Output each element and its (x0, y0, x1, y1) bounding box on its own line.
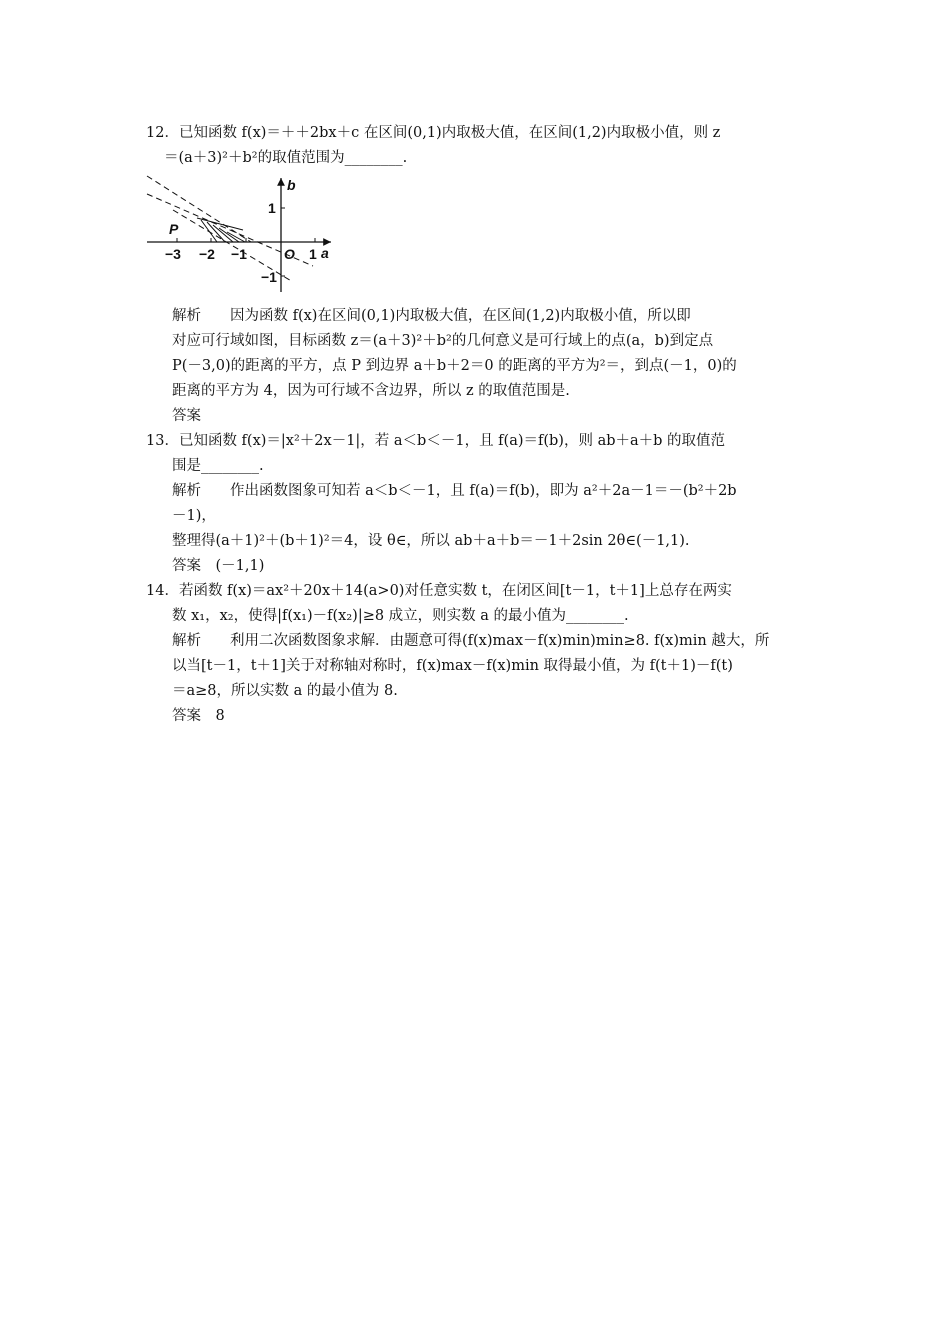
q12-stem-line1: 12．已知函数 f(x)＝＋＋2bx＋c 在区间(0,1)内取极大值，在区间(1,2)内取极小值，则 z (146, 125, 721, 141)
q14-stem-line2: 数 x₁，x₂，使得|f(x₁)－f(x₂)|≥8 成立，则实数 a 的最小值为________. (172, 608, 629, 624)
q14-solution-line1: 解析 利用二次函数图象求解．由题意可得(f(x)max－f(x)min)min≥8. f(x)min 越大，所 (172, 633, 770, 649)
tick-label-m2: −2 (199, 246, 215, 262)
q12-solution-line1: 解析 因为函数 f(x)在区间(0,1)内取极大值，在区间(1,2)内取极小值，所以即 (172, 308, 691, 324)
tick-label-m1y: −1 (261, 269, 277, 285)
tick-label-m1: −1 (231, 246, 247, 262)
tick-label-1y: 1 (268, 200, 276, 216)
q13-stem-line2: 围是________. (172, 458, 264, 474)
q14-stem-line1: 14．若函数 f(x)＝ax²＋20x＋14(a>0)对任意实数 t，在闭区间[t－1，t＋1]上总存在两实 (146, 583, 732, 599)
q12-solution-line3: P(－3,0)的距离的平方，点 P 到边界 a＋b＋2＝0 的距离的平方为²＝，到点(－1，0)的 (172, 358, 737, 374)
label-a: a (321, 245, 329, 261)
q13-solution-line1: 解析 作出函数图象可知若 a＜b＜－1，且 f(a)＝f(b)，即为 a²＋2a－1＝－(b²＋2b (172, 483, 737, 499)
feasible-region-figure (143, 172, 343, 294)
label-b: b (287, 177, 296, 193)
label-O: O (284, 246, 295, 262)
q14-solution-line2: 以当[t－1，t＋1]关于对称轴对称时，f(x)max－f(x)min 取得最小值，为 f(t＋1)－f(t) (172, 658, 733, 674)
label-P: P (169, 221, 179, 237)
q13-solution-line3: 整理得(a＋1)²＋(b＋1)²＝4，设 θ∈，所以 ab＋a＋b＝－1＋2sin 2θ∈(－1,1). (172, 533, 690, 549)
boundary-line-1 (147, 176, 251, 242)
q13-answer: 答案 (－1,1) (172, 558, 265, 574)
q14-solution-line3: ＝a≥8，所以实数 a 的最小值为 8. (172, 683, 398, 699)
q12-solution-line4: 距离的平方为 4，因为可行域不含边界，所以 z 的取值范围是. (172, 383, 570, 399)
tick-label-1x: 1 (309, 246, 317, 262)
q14-answer: 答案 8 (172, 708, 225, 724)
q13-solution-line2: －1)， (172, 508, 216, 524)
q12-solution-line2: 对应可行域如图，目标函数 z＝(a＋3)²＋b²的几何意义是可行域上的点(a，b)到定点 (172, 333, 714, 349)
q13-stem-line1: 13．已知函数 f(x)＝|x²＋2x－1|，若 a＜b＜－1，且 f(a)＝f(b)，则 ab＋a＋b 的取值范 (146, 433, 726, 449)
q12-stem-line2: ＝(a＋3)²＋b²的取值范围为________. (164, 150, 408, 166)
q12-answer: 答案 (172, 408, 201, 424)
tick-label-m3: −3 (165, 246, 181, 262)
